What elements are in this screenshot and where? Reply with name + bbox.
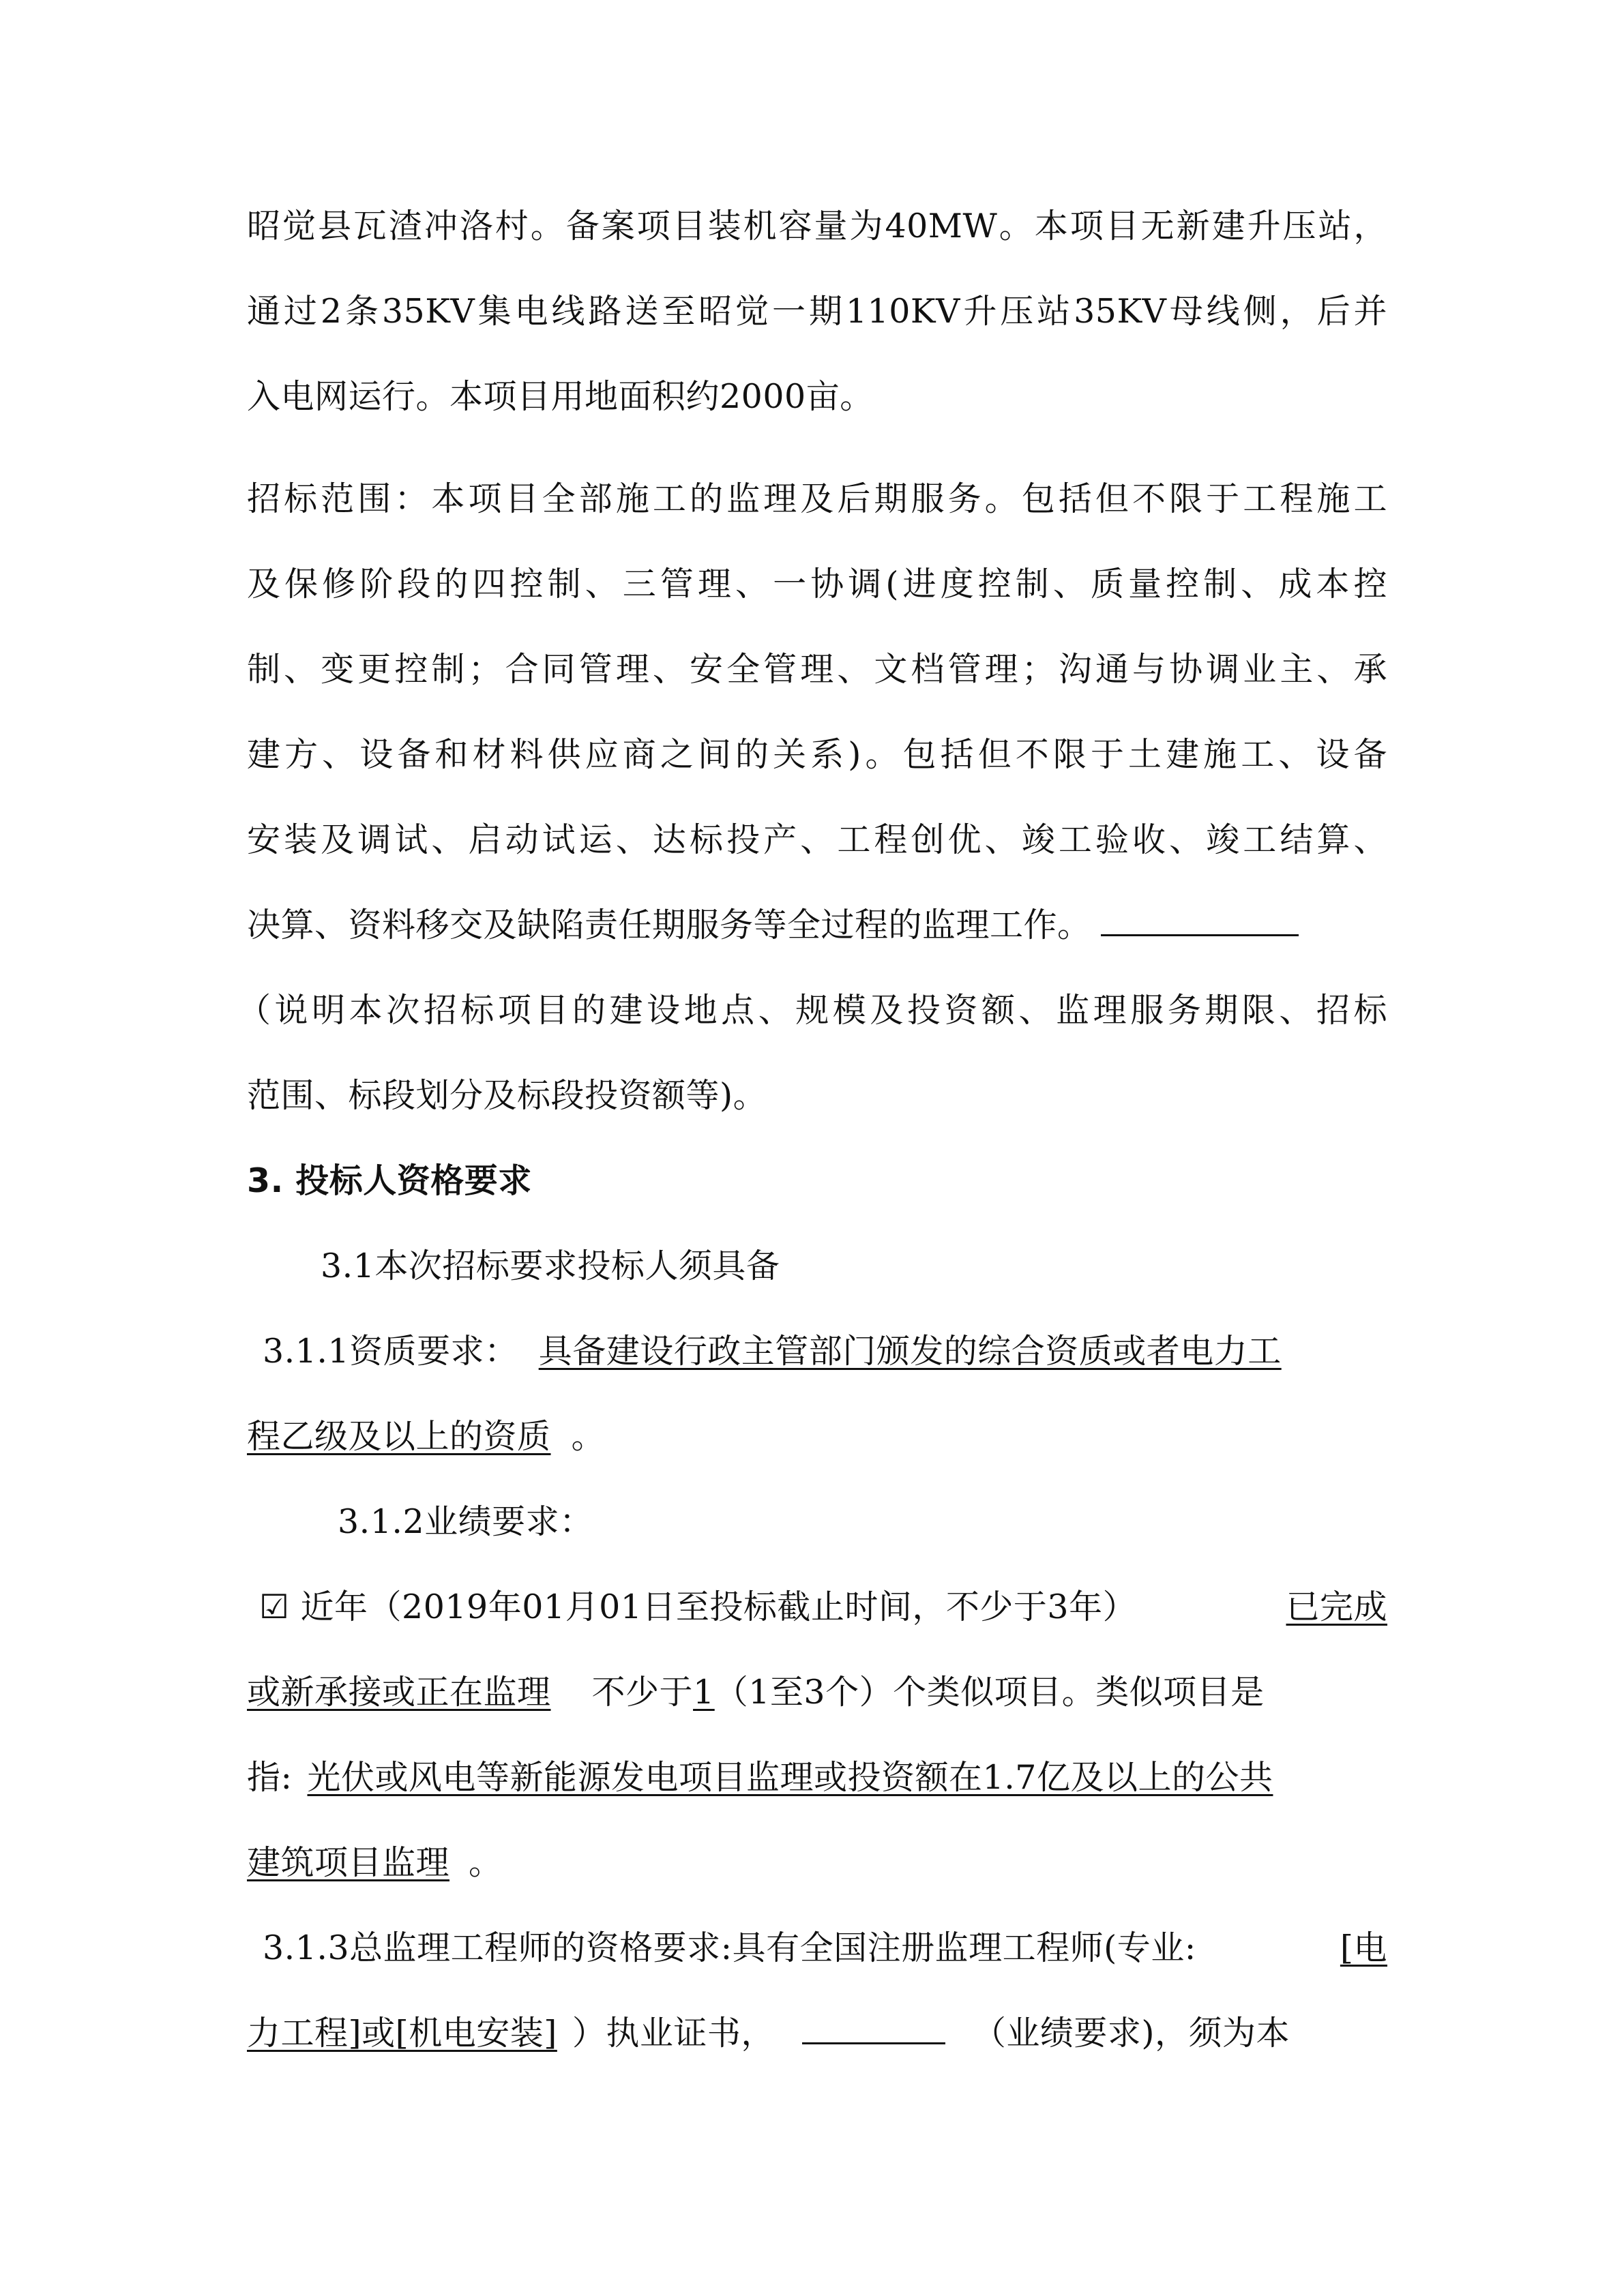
similar-project-def-1: 光伏或风电等新能源发电项目监理或投资额在1.7亿及以上的公共 <box>307 1758 1273 1797</box>
chief-engineer-major-2: 力工程]或[机电安装] <box>247 2014 557 2053</box>
checked-checkbox-icon[interactable]: ☑ <box>259 1587 290 1626</box>
qualification-value-1: 具备建设行政主管部门颁发的综合资质或者电力工 <box>538 1332 1282 1371</box>
performance-blank <box>802 2040 945 2044</box>
scope-blank <box>1101 931 1299 936</box>
section-3-1: 3.1本次招标要求投标人须具备 <box>321 1247 780 1285</box>
similar-project-end: 。 <box>469 1843 503 1882</box>
scope-note-line-2: 范围、标段划分及标段投资额等)。 <box>247 1076 767 1115</box>
scope-note-line-1: （说明本次招标项目的建设地点、规模及投资额、监理服务期限、招标 <box>237 991 1387 1030</box>
similar-project-def-2: 建筑项目监理 <box>247 1843 450 1882</box>
project-desc-line-3: 入电网运行。本项目用地面积约2000亩。 <box>247 377 874 416</box>
performance-min-label: 不少于 <box>591 1673 694 1712</box>
performance-line-4 <box>247 1841 1387 1885</box>
section-3-1-3 <box>263 1926 1387 1970</box>
scope-line-5: 安装及调试、启动试运、达标投产、工程创优、竣工验收、竣工结算、 <box>247 820 1387 859</box>
performance-status-2: 或新承接或正在监理 <box>247 1673 551 1712</box>
performance-status-1: 已完成 <box>1286 1587 1387 1626</box>
performance-count: 1 <box>693 1673 715 1712</box>
chief-engineer-major-1: [电 <box>1340 1928 1387 1967</box>
section-3-1-1-cont <box>247 1415 1387 1459</box>
section-3-heading: 3. 投标人资格要求 <box>247 1161 532 1200</box>
section-3-1-1 <box>263 1330 1387 1373</box>
performance-period: 近年（2019年01月01日至投标截止时间，不少于3年） <box>300 1587 1137 1626</box>
qualification-value-2: 程乙级及以上的资质 <box>247 1417 551 1456</box>
performance-line-2 <box>247 1671 1387 1714</box>
chief-engineer-requirement: 3.1.3总监理工程师的资格要求:具有全国注册监理工程师(专业: <box>263 1928 1196 1967</box>
chief-engineer-tail: （业绩要求)，须为本 <box>972 2014 1290 2053</box>
section-3-1-2: 3.1.2业绩要求： <box>338 1502 593 1541</box>
performance-range: （1至3个）个类似项目。类似项目是 <box>714 1673 1265 1712</box>
scope-line-2: 及保修阶段的四控制、三管理、一协调(进度控制、质量控制、成本控 <box>247 565 1387 603</box>
similar-project-label: 指: <box>247 1758 293 1797</box>
performance-line-1 <box>259 1585 1387 1629</box>
project-desc-line-1: 昭觉县瓦渣冲洛村。备案项目装机容量为40MW。本项目无新建升压站， <box>247 207 1387 245</box>
scope-line-6-text: 决算、资料移交及缺陷责任期服务等全过程的监理工作。 <box>247 906 1091 944</box>
section-3-1-3-cont <box>247 2012 1387 2055</box>
project-desc-line-2: 通过2条35KV集电线路送至昭觉一期110KV升压站35KV母线侧，后并 <box>247 292 1387 331</box>
scope-line-3: 制、变更控制；合同管理、安全管理、文档管理；沟通与协调业主、承 <box>247 650 1387 689</box>
scope-line-1: 招标范围：本项目全部施工的监理及后期服务。包括但不限于工程施工 <box>247 479 1387 518</box>
qualification-label: 3.1.1资质要求： <box>263 1332 518 1371</box>
qualification-end: 。 <box>571 1417 606 1456</box>
scope-line-4: 建方、设备和材料供应商之间的关系)。包括但不限于土建施工、设备 <box>247 735 1387 774</box>
scope-line-6 <box>247 904 1387 947</box>
performance-line-3 <box>247 1756 1387 1800</box>
certificate-text: ）执业证书， <box>572 2014 775 2053</box>
